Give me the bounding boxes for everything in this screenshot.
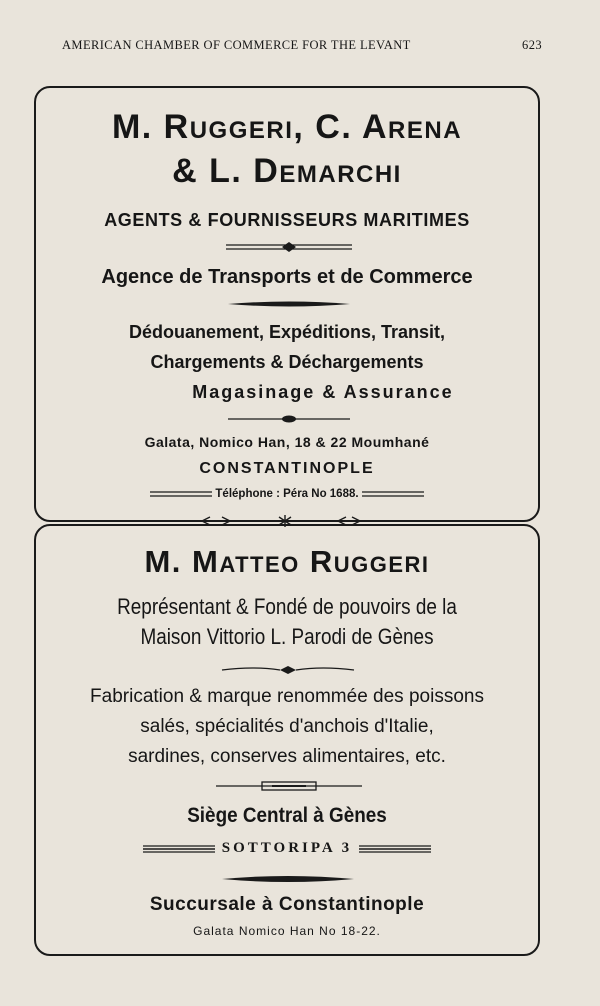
telephone-rule-left [150, 490, 212, 498]
ad1-agency: Agence de Transports et de Commerce [101, 266, 473, 288]
ad2-branch-address: Galata Nomico Han No 18-22. [193, 924, 381, 938]
ad1-role: AGENTS & FOURNISSEURS MARITIMES [104, 210, 470, 230]
ad1-name-line2: & L. Demarchi [172, 152, 402, 190]
street-rule-right [359, 844, 431, 854]
ad2-fab-3: sardines, conserves alimentaires, etc. [128, 746, 446, 767]
ad1-address: Galata, Nomico Han, 18 & 22 Moumhané [144, 434, 430, 450]
ad1-services-1: Dédouanement, Expéditions, Transit, [128, 322, 446, 342]
ad1-name-line1: M. Ruggeri, C. Arena [111, 108, 463, 146]
ornament-rule-6 [220, 874, 356, 884]
ornament-rule-4 [220, 664, 356, 676]
ad2-branch: Succursale à Constantinople [149, 894, 425, 915]
ad2-rep-2: Maison Vittorio L. Parodi de Gènes [140, 624, 434, 649]
ad2-rep-1: Représentant & Fondé de pouvoirs de la [117, 594, 457, 619]
ad2-name: M. Matteo Ruggeri [144, 544, 430, 579]
ad1-services-2: Chargements & Déchargements [150, 352, 424, 372]
ad1-services-3: Magasinage & Assurance [192, 382, 454, 402]
ornament-rule-2 [224, 298, 354, 310]
advertisement-ruggeri-arena-demarchi [34, 86, 540, 522]
page-number: 623 [522, 38, 542, 52]
ad1-telephone-line [36, 488, 538, 500]
ad2-fab-1: Fabrication & marque renommée des poissons [90, 686, 484, 707]
ad2-street: SOTTORIPA 3 [221, 840, 353, 856]
ad2-siege: Siège Central à Gènes [187, 804, 387, 827]
running-head-title: AMERICAN CHAMBER OF COMMERCE FOR THE LEVANT [62, 38, 411, 52]
ornament-rule-3 [226, 414, 352, 424]
ad1-telephone: Téléphone : Péra No 1688. [215, 488, 359, 500]
advertisement-matteo-ruggeri [34, 524, 540, 956]
street-rule-left [143, 844, 215, 854]
running-head [62, 38, 542, 53]
telephone-rule-right [362, 490, 424, 498]
ornament-rule-5 [214, 780, 364, 792]
ad2-street-line [36, 840, 538, 857]
ad2-fab-2: salés, spécialités d'anchois d'Italie, [140, 716, 434, 737]
ornament-rule-1 [224, 240, 354, 254]
ad1-city: CONSTANTINOPLE [199, 460, 375, 477]
